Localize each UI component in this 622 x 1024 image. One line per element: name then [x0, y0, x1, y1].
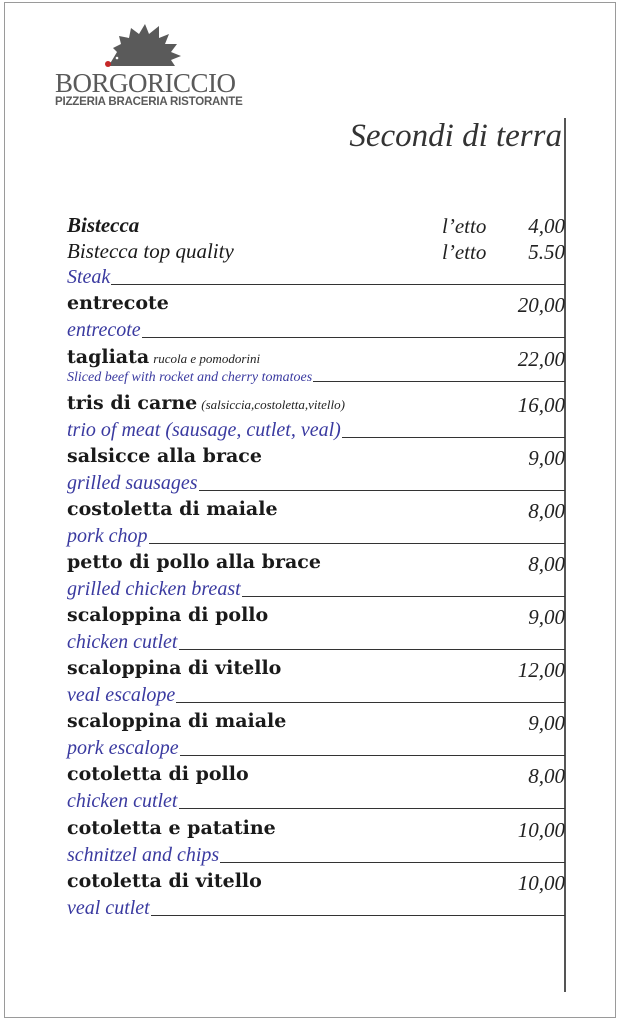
section-title: Secondi di terra	[349, 118, 562, 154]
english-name: grilled sausages	[67, 472, 198, 494]
menu-item	[67, 292, 567, 318]
hedgehog-icon	[105, 18, 185, 72]
menu-item	[67, 817, 567, 843]
item-name: cotoletta e patatine	[67, 817, 276, 839]
menu-item	[67, 710, 567, 736]
english-name: entrecote	[67, 319, 141, 341]
english-name: grilled chicken breast	[67, 578, 241, 600]
brand-name: BORGORICCIO	[55, 68, 236, 98]
item-name: cotoletta di pollo	[67, 763, 249, 785]
menu-item	[67, 657, 567, 683]
english-name: Sliced beef with rocket and cherry tomatoes	[67, 370, 313, 385]
menu-item	[67, 498, 567, 524]
item-english	[67, 525, 567, 551]
brand-subtitle: PIZZERIA BRACERIA RISTORANTE	[55, 96, 243, 108]
english-name: veal cutlet	[67, 897, 150, 919]
item-name: tris di carne (salsiccia,costoletta,vitello)	[67, 392, 345, 414]
item-english	[67, 266, 567, 292]
item-name: Bistecca	[67, 213, 140, 237]
item-name: scaloppina di maiale	[67, 710, 287, 732]
english-name: chicken cutlet	[67, 631, 178, 653]
item-name: entrecote	[67, 292, 169, 314]
english-name: schnitzel and chips	[67, 844, 220, 866]
item-name: petto di pollo alla brace	[67, 551, 321, 573]
item-price: 20,00	[517, 293, 565, 317]
item-name: scaloppina di pollo	[67, 604, 269, 626]
item-english	[67, 737, 567, 763]
item-note: rucola e pomodorini	[153, 351, 261, 366]
item-english	[67, 472, 567, 498]
item-english	[67, 419, 567, 445]
item-name: cotoletta di vitello	[67, 870, 262, 892]
english-name: chicken cutlet	[67, 790, 178, 812]
menu-item	[67, 213, 567, 239]
item-price: 16,00	[517, 393, 565, 417]
brand-logo	[55, 18, 265, 110]
item-english	[67, 897, 567, 923]
item-name: salsicce alla brace	[67, 445, 262, 467]
item-english	[67, 578, 567, 604]
item-name: scaloppina di vitello	[67, 657, 282, 679]
english-name: pork chop	[67, 525, 148, 547]
menu-item	[67, 239, 567, 265]
item-price: 8,00	[528, 499, 565, 523]
item-english	[67, 844, 567, 870]
item-name: tagliata rucola e pomodorini	[67, 346, 261, 368]
item-price: 9,00	[528, 446, 565, 470]
menu-item	[67, 392, 567, 418]
menu-item	[67, 763, 567, 789]
item-price: 9,00	[528, 605, 565, 629]
english-name: pork escalope	[67, 737, 179, 759]
item-price: 5.50	[528, 240, 565, 264]
item-note: (salsiccia,costoletta,vitello)	[201, 397, 345, 412]
item-price: 8,00	[528, 764, 565, 788]
menu-item	[67, 346, 567, 372]
item-price: 4,00	[528, 214, 565, 238]
english-name: veal escalope	[67, 684, 176, 706]
menu-item	[67, 445, 567, 471]
item-price: 8,00	[528, 552, 565, 576]
menu-item	[67, 604, 567, 630]
menu-item	[67, 551, 567, 577]
item-price: 12,00	[517, 658, 565, 682]
item-price: 10,00	[517, 818, 565, 842]
item-english	[67, 790, 567, 816]
item-price: 22,00	[517, 347, 565, 371]
menu-item	[67, 870, 567, 896]
item-unit: l’etto	[442, 240, 487, 264]
item-english	[67, 684, 567, 710]
item-name: Bistecca top quality	[67, 239, 234, 263]
item-price: 10,00	[517, 871, 565, 895]
item-name: costoletta di maiale	[67, 498, 278, 520]
item-english	[67, 319, 567, 345]
english-name: Steak	[67, 266, 111, 288]
item-english	[67, 631, 567, 657]
item-price: 9,00	[528, 711, 565, 735]
item-unit: l’etto	[442, 214, 487, 238]
english-name: trio of meat (sausage, cutlet, veal)	[67, 419, 341, 441]
